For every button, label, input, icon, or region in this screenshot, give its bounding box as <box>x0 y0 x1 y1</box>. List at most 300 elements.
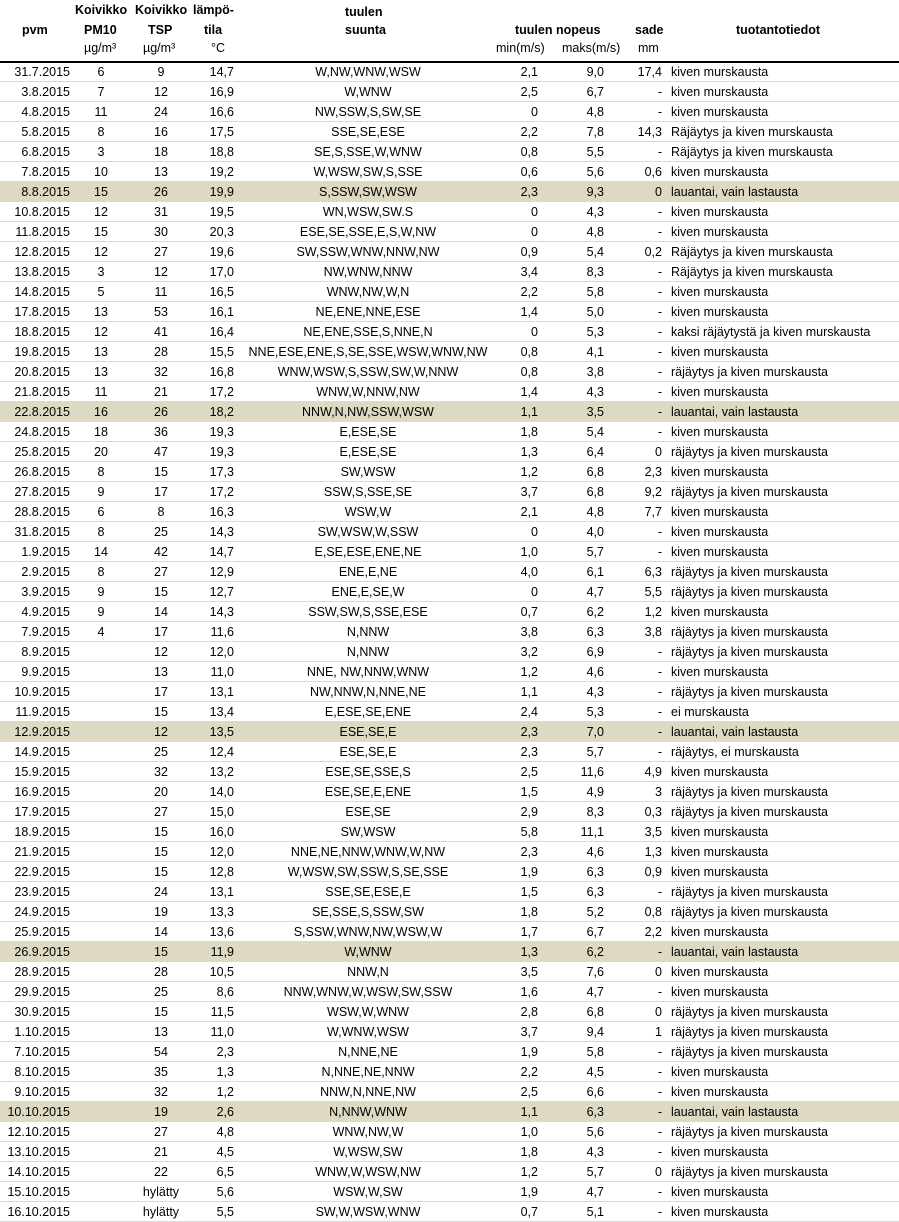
cell-tsp: 15 <box>154 945 168 959</box>
cell-production: räjäytys ja kiven murskausta <box>671 685 829 699</box>
cell-rain: 1,3 <box>644 845 662 859</box>
cell-production: räjäytys ja kiven murskausta <box>671 485 829 499</box>
cell-temperature: 13,1 <box>209 685 234 699</box>
cell-tsp: 13 <box>154 665 168 679</box>
cell-rain: 0 <box>655 185 662 199</box>
cell-wind-direction: S,SSW,SW,WSW <box>319 185 417 199</box>
cell-rain: - <box>657 405 662 419</box>
cell-wind-max: 9,4 <box>586 1025 604 1039</box>
cell-rain: - <box>657 1125 662 1139</box>
cell-tsp: 19 <box>154 1105 168 1119</box>
cell-rain: - <box>657 525 662 539</box>
cell-tsp: 25 <box>154 745 168 759</box>
cell-wind-min: 2,3 <box>520 725 538 739</box>
table-row <box>0 402 899 422</box>
cell-wind-direction: WNW,W,WSW,NW <box>315 1165 421 1179</box>
cell-temperature: 17,2 <box>209 385 234 399</box>
cell-date: 17.8.2015 <box>14 305 70 319</box>
cell-wind-min: 3,7 <box>520 485 538 499</box>
cell-tsp: 12 <box>154 725 168 739</box>
cell-temperature: 14,3 <box>209 525 234 539</box>
cell-temperature: 13,2 <box>209 765 234 779</box>
cell-production: kiven murskausta <box>671 825 769 839</box>
cell-wind-min: 0,9 <box>520 245 538 259</box>
cell-rain: - <box>657 745 662 759</box>
cell-rain: - <box>657 685 662 699</box>
cell-tsp: 24 <box>154 105 168 119</box>
cell-pm10: 9 <box>97 585 105 599</box>
cell-temperature: 19,3 <box>209 445 234 459</box>
cell-wind-min: 1,3 <box>520 445 538 459</box>
cell-production: kiven murskausta <box>671 965 769 979</box>
cell-temperature: 13,5 <box>209 725 234 739</box>
cell-wind-min: 1,2 <box>520 665 538 679</box>
cell-pm10: 3 <box>97 265 105 279</box>
cell-wind-min: 3,7 <box>520 1025 538 1039</box>
cell-tsp: 26 <box>154 405 168 419</box>
header-dir-line1: tuulen <box>345 5 383 19</box>
cell-date: 12.9.2015 <box>14 725 70 739</box>
cell-pm10: 12 <box>94 205 108 219</box>
cell-temperature: 13,1 <box>209 885 234 899</box>
cell-date: 19.8.2015 <box>14 345 70 359</box>
cell-wind-direction: WSW,W,WNW <box>327 1005 409 1019</box>
cell-date: 2.9.2015 <box>21 565 70 579</box>
cell-wind-min: 1,1 <box>520 685 538 699</box>
cell-date: 13.8.2015 <box>14 265 70 279</box>
cell-wind-min: 0,7 <box>520 1205 538 1219</box>
cell-rain: - <box>657 725 662 739</box>
cell-wind-max: 5,4 <box>586 245 604 259</box>
cell-temperature: 12,0 <box>209 845 234 859</box>
cell-wind-direction: NE,ENE,NNE,ESE <box>315 305 421 319</box>
cell-production: kaksi räjäytystä ja kiven murskausta <box>671 325 871 339</box>
cell-rain: - <box>657 1185 662 1199</box>
cell-date: 14.10.2015 <box>7 1165 70 1179</box>
cell-wind-max: 6,7 <box>586 925 604 939</box>
cell-date: 10.8.2015 <box>14 205 70 219</box>
cell-tsp: 28 <box>154 965 168 979</box>
cell-pm10: 10 <box>94 165 108 179</box>
cell-wind-direction: NNE,NE,NNW,WNW,W,NW <box>290 845 446 859</box>
cell-production: räjäytys, ei murskausta <box>671 745 799 759</box>
cell-tsp: 53 <box>154 305 168 319</box>
cell-rain: 0,8 <box>644 905 662 919</box>
header-tsp-unit: µg/m³ <box>143 41 176 55</box>
cell-wind-max: 6,3 <box>586 865 604 879</box>
table-row <box>0 1162 899 1182</box>
cell-date: 22.9.2015 <box>14 865 70 879</box>
cell-rain: 7,7 <box>644 505 662 519</box>
cell-tsp: 27 <box>154 565 168 579</box>
cell-production: Räjäytys ja kiven murskausta <box>671 145 833 159</box>
cell-date: 12.10.2015 <box>7 1125 70 1139</box>
cell-rain: - <box>657 985 662 999</box>
cell-date: 16.10.2015 <box>7 1205 70 1219</box>
table-row <box>0 762 899 782</box>
cell-wind-direction: E,ESE,SE <box>339 445 397 459</box>
cell-wind-min: 0,8 <box>520 365 538 379</box>
cell-wind-min: 1,0 <box>520 545 538 559</box>
cell-pm10: 8 <box>97 465 105 479</box>
table-row <box>0 642 899 662</box>
table-row <box>0 1062 899 1082</box>
cell-temperature: 16,1 <box>209 305 234 319</box>
cell-rain: - <box>657 205 662 219</box>
cell-tsp: 24 <box>154 885 168 899</box>
cell-wind-direction: NNW,N,NW,SSW,WSW <box>302 405 434 419</box>
cell-wind-direction: WSW,W,SW <box>333 1185 403 1199</box>
cell-wind-direction: S,SSW,WNW,NW,WSW,W <box>293 925 443 939</box>
cell-wind-max: 5,4 <box>586 425 604 439</box>
cell-date: 9.9.2015 <box>21 665 70 679</box>
cell-wind-direction: WN,WSW,SW.S <box>322 205 414 219</box>
cell-date: 17.9.2015 <box>14 805 70 819</box>
cell-wind-max: 5,7 <box>586 545 604 559</box>
cell-rain: 17,4 <box>637 65 662 79</box>
cell-wind-min: 2,1 <box>520 505 538 519</box>
cell-pm10: 14 <box>94 545 108 559</box>
table-row <box>0 442 899 462</box>
table-row <box>0 422 899 442</box>
table-row <box>0 862 899 882</box>
cell-production: lauantai, vain lastausta <box>671 945 799 959</box>
cell-wind-min: 1,3 <box>520 945 538 959</box>
cell-wind-max: 5,6 <box>586 165 604 179</box>
cell-wind-min: 2,3 <box>520 185 538 199</box>
cell-wind-direction: ESE,SE,E <box>339 725 397 739</box>
cell-production: ei murskausta <box>671 705 749 719</box>
cell-wind-direction: NE,ENE,SSE,S,NNE,N <box>303 325 433 339</box>
cell-rain: 0,6 <box>644 165 662 179</box>
cell-wind-direction: W,WSW,SW,S,SSE <box>313 165 423 179</box>
cell-wind-max: 6,6 <box>586 1085 604 1099</box>
header-pvm: pvm <box>22 23 48 37</box>
cell-rain: - <box>657 545 662 559</box>
cell-rain: 6,3 <box>644 565 662 579</box>
cell-wind-min: 2,5 <box>520 85 538 99</box>
cell-wind-min: 1,8 <box>520 425 538 439</box>
cell-temperature: 5,5 <box>216 1205 234 1219</box>
cell-temperature: 17,5 <box>209 125 234 139</box>
cell-temperature: 11,9 <box>210 945 234 959</box>
table-row <box>0 1122 899 1142</box>
table-row <box>0 902 899 922</box>
table-row <box>0 602 899 622</box>
cell-wind-max: 4,3 <box>586 685 604 699</box>
cell-wind-max: 4,7 <box>586 985 604 999</box>
cell-production: räjäytys ja kiven murskausta <box>671 805 829 819</box>
cell-rain: - <box>657 265 662 279</box>
cell-tsp: 35 <box>154 1065 168 1079</box>
cell-rain: 5,5 <box>644 585 662 599</box>
cell-rain: 0 <box>655 965 662 979</box>
cell-wind-min: 2,2 <box>520 125 538 139</box>
cell-tsp: 18 <box>154 145 168 159</box>
cell-pm10: 6 <box>97 505 105 519</box>
cell-wind-direction: WSW,W <box>344 505 392 519</box>
cell-wind-max: 8,3 <box>586 805 604 819</box>
cell-date: 6.8.2015 <box>21 145 70 159</box>
header-pm10-unit: µg/m³ <box>84 41 117 55</box>
cell-rain: - <box>657 385 662 399</box>
cell-production: räjäytys ja kiven murskausta <box>671 585 829 599</box>
cell-rain: - <box>657 1105 662 1119</box>
table-row <box>0 1182 899 1202</box>
cell-date: 5.8.2015 <box>21 125 70 139</box>
header-speed-min: min(m/s) <box>496 41 545 55</box>
cell-wind-min: 1,1 <box>520 405 538 419</box>
header-dir-line2: suunta <box>345 23 386 37</box>
cell-production: kiven murskausta <box>671 545 769 559</box>
cell-wind-direction: SSE,SE,ESE,E <box>325 885 411 899</box>
cell-wind-max: 7,6 <box>586 965 604 979</box>
cell-wind-max: 11,6 <box>580 765 604 779</box>
cell-pm10: 3 <box>97 145 105 159</box>
cell-rain: 4,9 <box>644 765 662 779</box>
cell-rain: 2,3 <box>644 465 662 479</box>
cell-tsp: 12 <box>154 645 168 659</box>
cell-wind-max: 5,3 <box>586 705 604 719</box>
cell-temperature: 11,6 <box>210 625 234 639</box>
cell-wind-direction: SSW,SW,S,SSE,ESE <box>308 605 428 619</box>
cell-production: lauantai, vain lastausta <box>671 405 799 419</box>
cell-wind-min: 1,1 <box>520 1105 538 1119</box>
cell-date: 13.10.2015 <box>7 1145 70 1159</box>
cell-production: kiven murskausta <box>671 205 769 219</box>
table-row <box>0 282 899 302</box>
cell-temperature: 5,6 <box>216 1185 234 1199</box>
cell-production: kiven murskausta <box>671 385 769 399</box>
cell-wind-min: 2,8 <box>520 1005 538 1019</box>
cell-temperature: 12,7 <box>209 585 234 599</box>
cell-temperature: 8,6 <box>216 985 234 999</box>
cell-temperature: 15,5 <box>209 345 234 359</box>
cell-wind-direction: N,NNE,NE <box>338 1045 398 1059</box>
cell-wind-direction: NNE,ESE,ENE,S,SE,SSE,WSW,WNW,NW <box>248 345 488 359</box>
cell-wind-min: 2,9 <box>520 805 538 819</box>
cell-tsp: 15 <box>154 585 168 599</box>
cell-pm10: 13 <box>94 305 108 319</box>
cell-tsp: 15 <box>154 845 168 859</box>
cell-production: lauantai, vain lastausta <box>671 1105 799 1119</box>
cell-date: 1.9.2015 <box>21 545 70 559</box>
cell-wind-direction: SW,WSW <box>340 825 396 839</box>
cell-tsp: 15 <box>154 1005 168 1019</box>
cell-production: kiven murskausta <box>671 985 769 999</box>
cell-wind-max: 11,1 <box>580 825 604 839</box>
cell-wind-min: 0 <box>531 325 538 339</box>
cell-wind-direction: W,WNW <box>344 85 392 99</box>
cell-date: 18.8.2015 <box>14 325 70 339</box>
cell-pm10: 5 <box>97 285 105 299</box>
cell-rain: - <box>657 665 662 679</box>
cell-wind-direction: NW,WNW,NNW <box>323 265 413 279</box>
cell-wind-direction: ESE,SE <box>345 805 391 819</box>
cell-wind-direction: N,NNW <box>346 625 390 639</box>
table-row <box>0 502 899 522</box>
cell-production: räjäytys ja kiven murskausta <box>671 1125 829 1139</box>
cell-rain: - <box>657 145 662 159</box>
table-row <box>0 202 899 222</box>
cell-rain: - <box>657 885 662 899</box>
cell-production: räjäytys ja kiven murskausta <box>671 1005 829 1019</box>
cell-tsp: 12 <box>154 265 168 279</box>
cell-wind-max: 6,7 <box>586 85 604 99</box>
cell-rain: - <box>657 345 662 359</box>
cell-wind-min: 1,5 <box>520 885 538 899</box>
cell-wind-min: 1,8 <box>520 905 538 919</box>
cell-production: kiven murskausta <box>671 285 769 299</box>
cell-rain: 0 <box>655 1165 662 1179</box>
table-row <box>0 562 899 582</box>
cell-wind-max: 4,3 <box>586 1145 604 1159</box>
cell-production: Räjäytys ja kiven murskausta <box>671 265 833 279</box>
table-row <box>0 1102 899 1122</box>
table-row <box>0 122 899 142</box>
cell-temperature: 16,6 <box>209 105 234 119</box>
cell-rain: - <box>657 365 662 379</box>
cell-tsp: 16 <box>154 125 168 139</box>
cell-date: 4.9.2015 <box>21 605 70 619</box>
cell-date: 31.7.2015 <box>14 65 70 79</box>
cell-tsp: 11 <box>154 285 168 299</box>
cell-wind-min: 2,2 <box>520 1065 538 1079</box>
cell-rain: - <box>657 1145 662 1159</box>
cell-temperature: 12,4 <box>209 745 234 759</box>
cell-wind-direction: E,SE,ESE,ENE,NE <box>314 545 422 559</box>
cell-wind-direction: SW,SSW,WNW,NNW,NW <box>296 245 440 259</box>
cell-wind-min: 1,9 <box>520 1045 538 1059</box>
cell-wind-min: 2,4 <box>520 705 538 719</box>
cell-wind-min: 3,4 <box>520 265 538 279</box>
table-row <box>0 822 899 842</box>
table-row <box>0 522 899 542</box>
cell-wind-max: 6,8 <box>586 1005 604 1019</box>
cell-tsp: 13 <box>154 165 168 179</box>
table-row <box>0 182 899 202</box>
cell-tsp: 9 <box>157 65 165 79</box>
cell-date: 21.8.2015 <box>14 385 70 399</box>
cell-wind-min: 3,5 <box>520 965 538 979</box>
cell-rain: 0,2 <box>644 245 662 259</box>
cell-wind-direction: SSE,SE,ESE <box>331 125 405 139</box>
cell-production: kiven murskausta <box>671 925 769 939</box>
cell-production: Räjäytys ja kiven murskausta <box>671 245 833 259</box>
cell-date: 9.10.2015 <box>14 1085 70 1099</box>
cell-wind-max: 6,3 <box>586 885 604 899</box>
cell-temperature: 15,0 <box>209 805 234 819</box>
cell-production: räjäytys ja kiven murskausta <box>671 1165 829 1179</box>
table-row <box>0 882 899 902</box>
cell-wind-min: 1,7 <box>520 925 538 939</box>
cell-wind-max: 7,0 <box>586 725 604 739</box>
cell-production: kiven murskausta <box>671 1085 769 1099</box>
cell-wind-max: 5,3 <box>586 325 604 339</box>
cell-date: 30.9.2015 <box>14 1005 70 1019</box>
header-rain-unit: mm <box>638 41 659 55</box>
cell-wind-min: 1,9 <box>520 865 538 879</box>
cell-rain: 0,3 <box>644 805 662 819</box>
cell-temperature: 6,5 <box>216 1165 234 1179</box>
cell-wind-min: 2,2 <box>520 285 538 299</box>
cell-production: räjäytys ja kiven murskausta <box>671 365 829 379</box>
cell-wind-direction: SW,W,WSW,WNW <box>315 1205 421 1219</box>
cell-wind-direction: SE,S,SSE,W,WNW <box>314 145 422 159</box>
cell-wind-direction: W,NW,WNW,WSW <box>315 65 421 79</box>
cell-wind-direction: NW,NNW,N,NNE,NE <box>310 685 426 699</box>
table-header <box>0 0 899 60</box>
cell-wind-min: 2,5 <box>520 765 538 779</box>
cell-production: kiven murskausta <box>671 845 769 859</box>
cell-temperature: 13,6 <box>209 925 234 939</box>
cell-production: kiven murskausta <box>671 345 769 359</box>
table-row <box>0 922 899 942</box>
cell-temperature: 13,4 <box>209 705 234 719</box>
cell-pm10: 9 <box>97 485 105 499</box>
cell-wind-min: 0 <box>531 105 538 119</box>
cell-temperature: 11,0 <box>210 665 234 679</box>
cell-wind-direction: E,ESE,SE,ENE <box>324 705 412 719</box>
cell-wind-direction: ESE,SE,E <box>339 745 397 759</box>
cell-production: kiven murskausta <box>671 1205 769 1219</box>
cell-wind-direction: NW,SSW,S,SW,SE <box>314 105 422 119</box>
cell-rain: - <box>657 105 662 119</box>
cell-wind-max: 5,7 <box>586 1165 604 1179</box>
cell-tsp: 8 <box>157 505 165 519</box>
cell-date: 1.10.2015 <box>14 1025 70 1039</box>
cell-date: 24.9.2015 <box>14 905 70 919</box>
cell-wind-direction: NNW,N <box>347 965 389 979</box>
cell-wind-min: 2,5 <box>520 1085 538 1099</box>
cell-temperature: 11,5 <box>210 1005 234 1019</box>
cell-pm10: 8 <box>97 125 105 139</box>
cell-temperature: 4,8 <box>216 1125 234 1139</box>
cell-temperature: 10,5 <box>209 965 234 979</box>
cell-date: 10.9.2015 <box>14 685 70 699</box>
cell-wind-max: 5,7 <box>586 745 604 759</box>
header-temp-line2: tila <box>204 23 223 37</box>
cell-production: kiven murskausta <box>671 865 769 879</box>
header-temp-unit: °C <box>211 41 226 55</box>
cell-date: 8.10.2015 <box>14 1065 70 1079</box>
cell-wind-max: 6,1 <box>586 565 604 579</box>
table-row <box>0 262 899 282</box>
cell-wind-max: 4,6 <box>586 665 604 679</box>
cell-production: räjäytys ja kiven murskausta <box>671 785 829 799</box>
cell-date: 18.9.2015 <box>14 825 70 839</box>
cell-date: 12.8.2015 <box>14 245 70 259</box>
cell-wind-direction: WNW,NW,W,N <box>326 285 410 299</box>
cell-temperature: 16,4 <box>209 325 234 339</box>
cell-wind-min: 0,7 <box>520 605 538 619</box>
table-row <box>0 802 899 822</box>
cell-tsp: 47 <box>154 445 168 459</box>
cell-production: räjäytys ja kiven murskausta <box>671 565 829 579</box>
cell-wind-direction: ESE,SE,SSE,E,S,W,NW <box>299 225 437 239</box>
cell-temperature: 11,0 <box>210 1025 234 1039</box>
cell-date: 28.9.2015 <box>14 965 70 979</box>
cell-wind-direction: NNW,WNW,W,WSW,SW,SSW <box>283 985 453 999</box>
cell-tsp: 25 <box>154 985 168 999</box>
cell-wind-max: 6,9 <box>586 645 604 659</box>
header-speed-max: maks(m/s) <box>562 41 621 55</box>
cell-temperature: 2,3 <box>216 1045 234 1059</box>
cell-tsp: 36 <box>154 425 168 439</box>
cell-wind-max: 4,0 <box>586 525 604 539</box>
table-row <box>0 1142 899 1162</box>
cell-date: 7.10.2015 <box>14 1045 70 1059</box>
